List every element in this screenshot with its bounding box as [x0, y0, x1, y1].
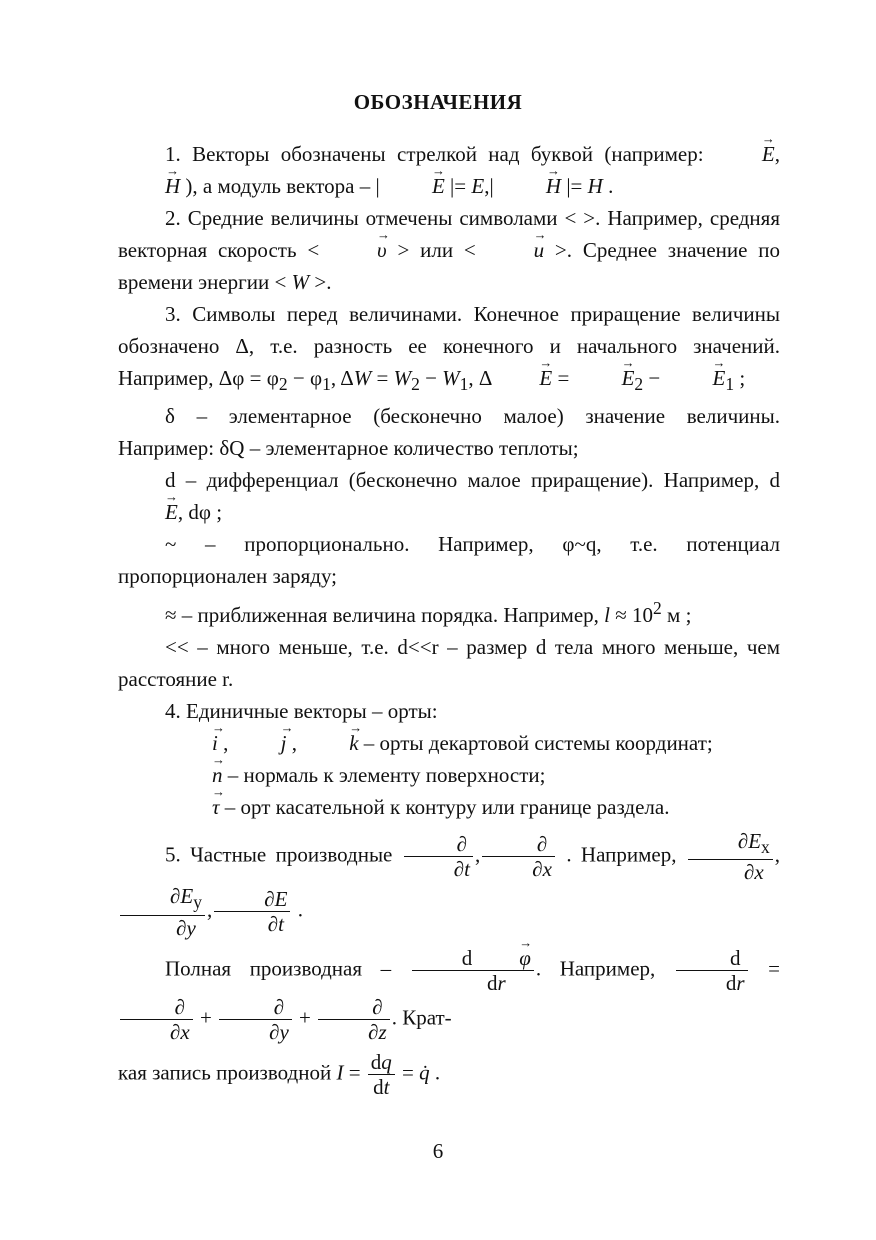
page-title: ОБОЗНАЧЕНИЯ — [353, 90, 523, 114]
document-body — [118, 138, 780, 1099]
paragraph-normal: → n – нормаль к элементу поверхности; — [118, 759, 780, 791]
paragraph-short-derivative: кая запись производной I = $\frac{dq}{dt}$ = q̇ . — [118, 1049, 441, 1099]
paragraph-much-less: << – много меньше, т.е. d<<r – размер d тела много меньше, чем расстояние r. — [118, 635, 780, 692]
paragraph-delta: δ – элементарное (бесконечно малое) значение величины. Например: δQ – элементарное количество теплоты; — [118, 404, 780, 461]
paragraph-partial: 5. Частные производные $\frac{\partial}{\partial t}$ , $\frac{\partial}{\partial x}$ . Например, $\frac{\partial E_x}{\partial x}$ , $\frac{\partial E_y}{\partial y}$ , $\frac{\partial E}{\partial t}$ . — [118, 829, 780, 939]
paragraph-total-derivative: Полная производная – $\frac{d\to \varphi}{dr}$ . Например, $\frac{d}{dr}$ = $\frac{\partial}{\partial x}$ + $\frac{\partial}{\partial y}$ + $\frac{\partial}{\partial z}$ . Крат- — [118, 946, 780, 1044]
paragraph-orts-xyz: → i , → j , → k – орты декартовой системы координат; — [118, 727, 780, 759]
paragraph-unit-vectors: 4. Единичные векторы – орты: — [165, 699, 438, 724]
paragraph-tangent: → τ – орт касательной к контуру или границе раздела. — [118, 791, 780, 823]
paragraph-vectors: 1. Векторы обозначены стрелкой над буквой (например: → E,→ H ), а модуль вектора – | → E |= E,| → H |= H . — [118, 138, 780, 202]
paragraph-averages: 2. Средние величины отмечены символами < >. Например, средняя векторная скорость < → υ > или < → u >. Среднее значение по времени энергии < W >. — [118, 202, 780, 298]
paragraph-proportional: ~ – пропорционально. Например, φ~q, т.е. потенциал пропорционален заряду; — [118, 532, 780, 589]
paragraph-differential: d – дифференциал (бесконечно малое приращение). Например, d→ E, dφ ; — [118, 464, 780, 528]
paragraph-approx: ≈ – приближенная величина порядка. Например, $l \approx 10^2$ м ; — [165, 598, 692, 628]
page-number: 6 — [432, 1139, 444, 1163]
paragraph-increments: 3. Символы перед величинами. Конечное приращение величины обозначено Δ, т.е. разность ее конечного и начального значений. Например, $\Delta\varphi = \varphi_2 - \varphi_1$, $\Delta W = W_2 - W_1$, Δ→ E = → $E_2$ − → $E_1$ ; — [118, 298, 780, 400]
